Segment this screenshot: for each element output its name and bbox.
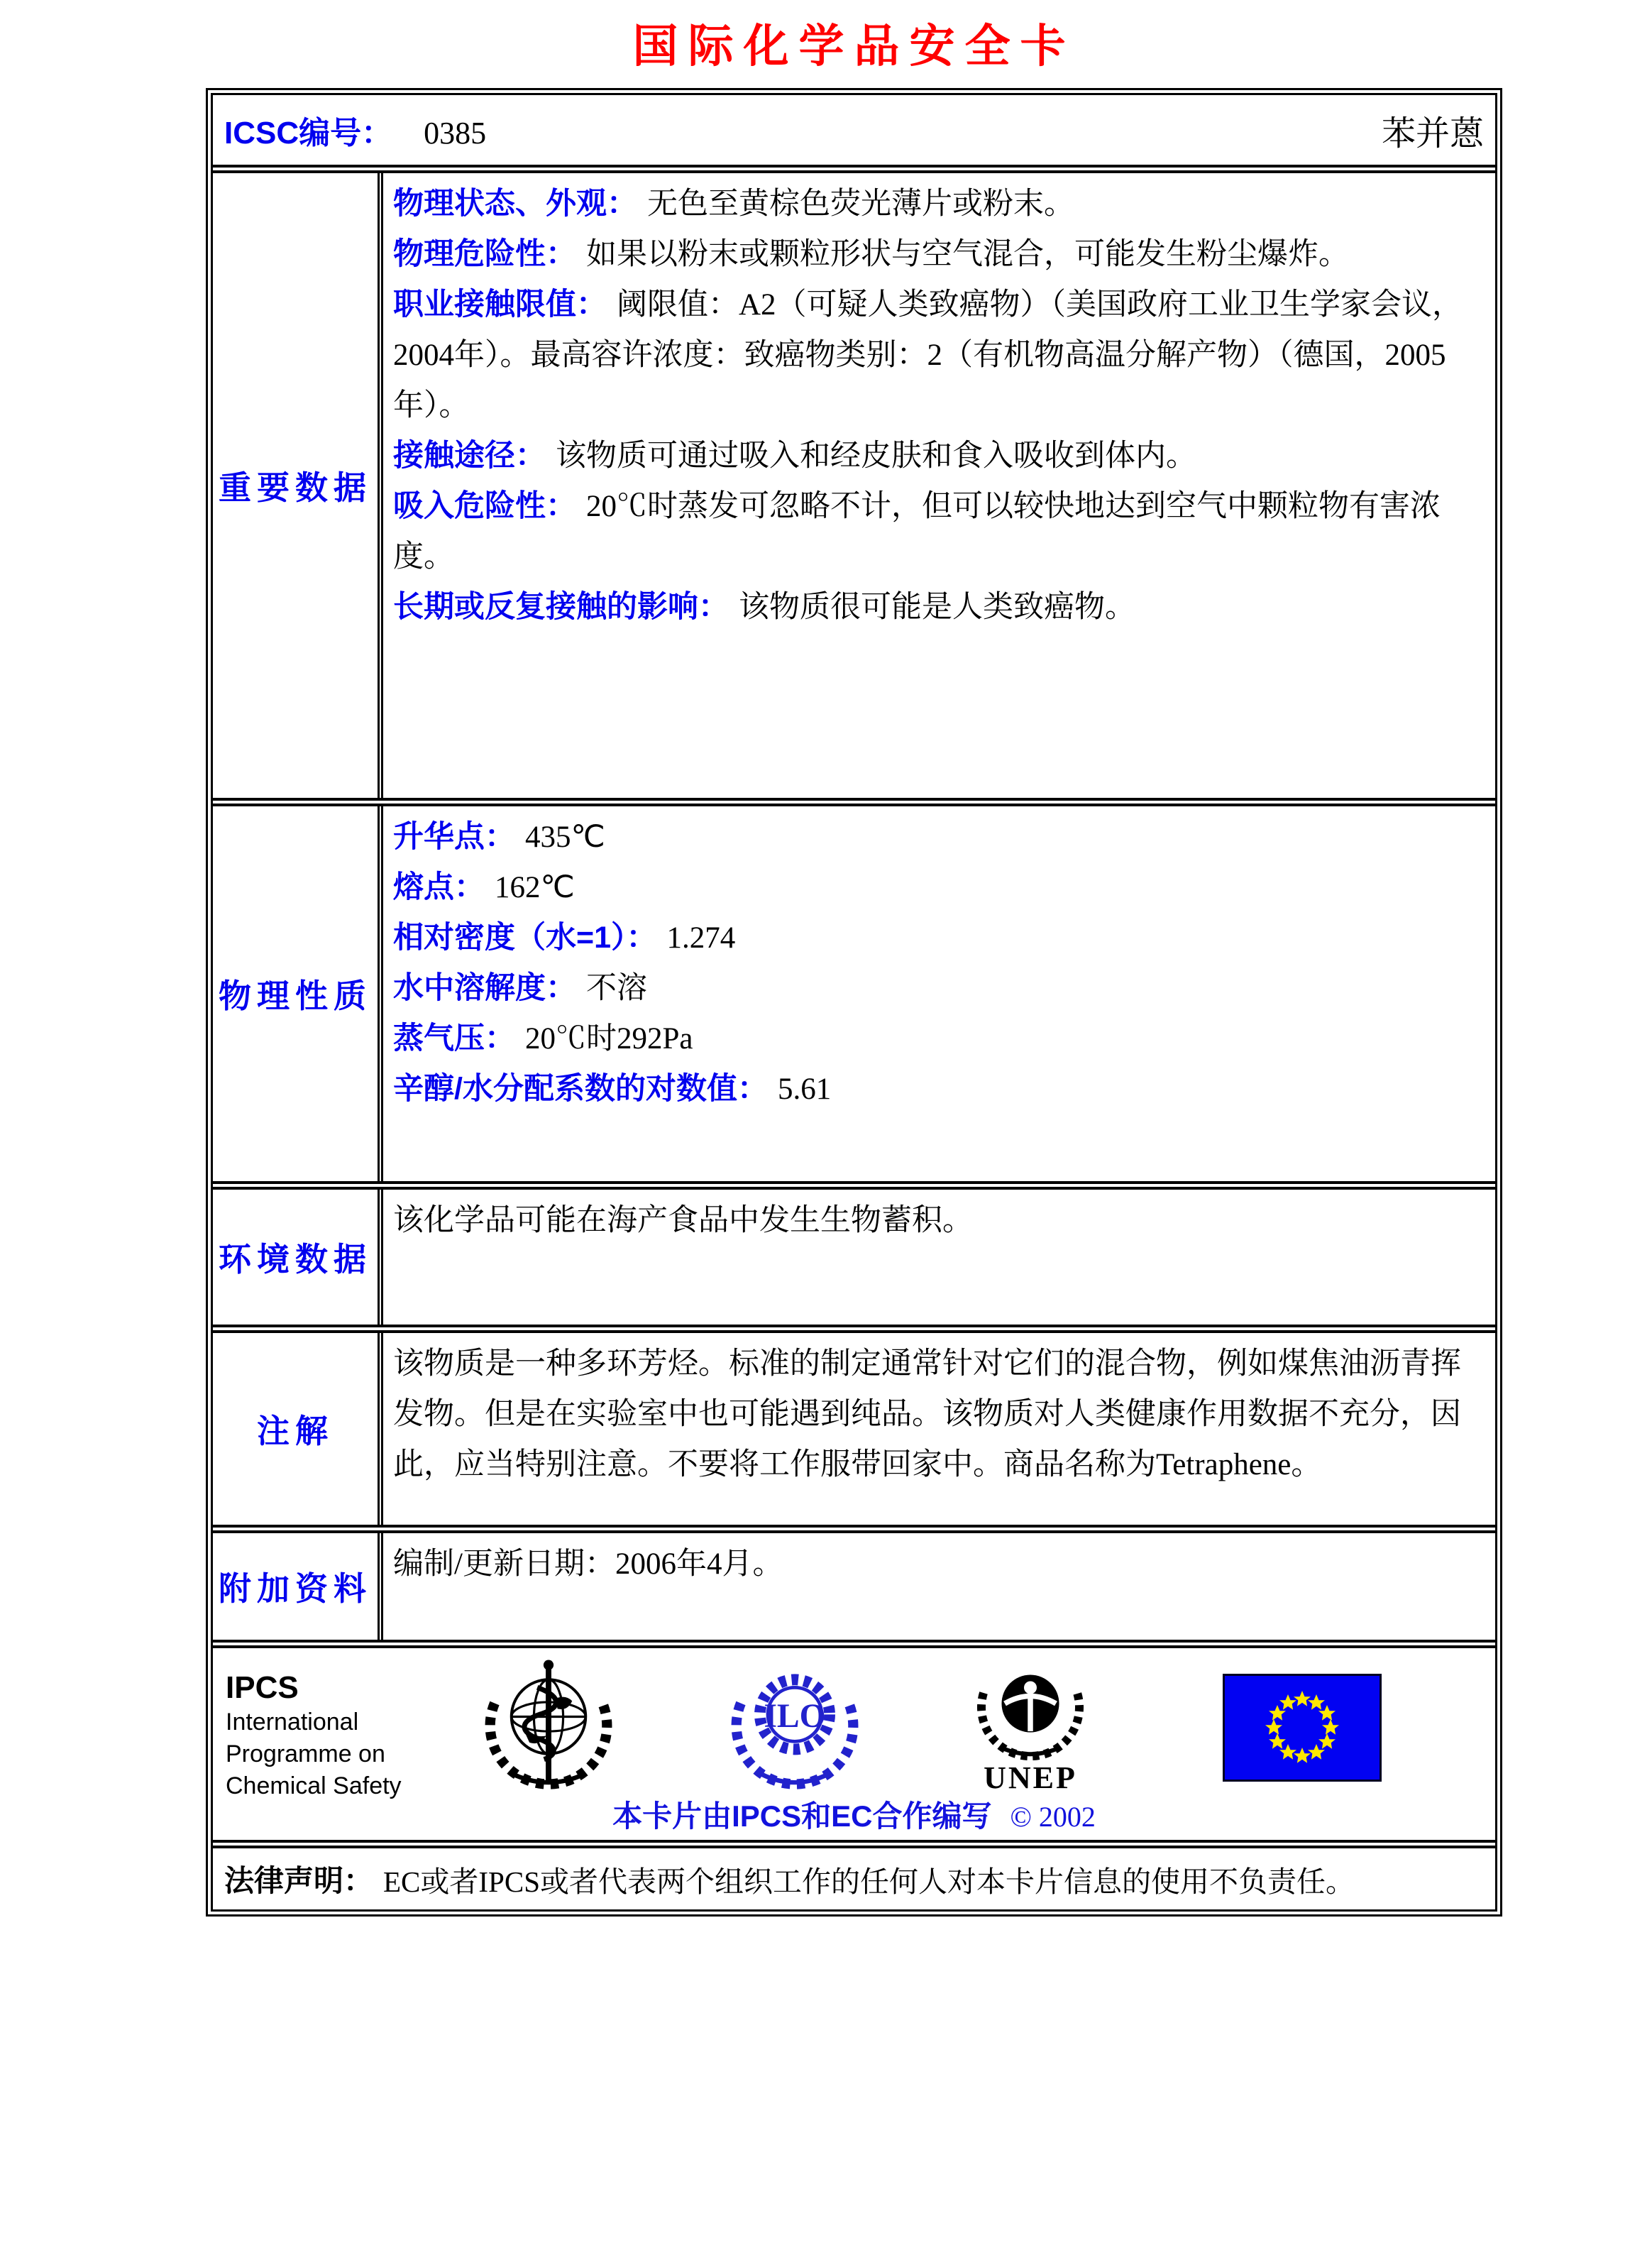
who-logo-icon (481, 1654, 616, 1793)
data-item: 吸入危险性： 20℃时蒸发可忽略不计，但可以较快地达到空气中颗粒物有害浓度。 (393, 489, 1441, 574)
data-item: 该化学品可能在海产食品中发生生物蓄积。 (393, 1204, 973, 1237)
data-item: 升华点： 435℃ (393, 820, 605, 854)
card-header-row (213, 95, 1495, 165)
ipcs-text-block (226, 1669, 446, 1802)
legal-notice-row (213, 1840, 1495, 1909)
icsc-number-group (224, 107, 486, 153)
legal-notice-label: 法律声明： (224, 1864, 374, 1897)
legal-notice-text: EC或者IPCS或者代表两个组织工作的任何人对本卡片信息的使用不负责任。 (383, 1865, 1355, 1898)
credit-text: 本卡片由IPCS和EC合作编写 (612, 1799, 992, 1833)
data-item: 物理危险性： 如果以粉末或颗粒形状与空气混合，可能发生粉尘爆炸。 (393, 237, 1349, 271)
data-item: 相对密度（水=1）： 1.274 (393, 921, 736, 955)
copyright-text: © 2002 (1010, 1801, 1096, 1833)
section-content (383, 173, 1495, 798)
icsc-card-table (206, 88, 1502, 1917)
page-title: 国际化学品安全卡 (632, 21, 1076, 72)
section-important-data (213, 165, 1495, 798)
section-label: 附加资料 (213, 1533, 383, 1640)
section-notes (213, 1325, 1495, 1525)
section-label: 重要数据 (213, 173, 383, 798)
eu-flag-icon (1223, 1674, 1382, 1782)
data-item: 长期或反复接触的影响： 该物质很可能是人类致癌物。 (393, 590, 1135, 624)
ilo-logo-icon (727, 1654, 862, 1793)
section-environmental-data (213, 1181, 1495, 1325)
unep-letters: UNEP (984, 1760, 1077, 1795)
data-item: 熔点： 162℃ (393, 870, 575, 904)
data-item: 编制/更新日期：2006年4月。 (393, 1547, 783, 1581)
section-label: 环境数据 (213, 1190, 383, 1325)
data-item: 接触途径： 该物质可通过吸入和经皮肤和食入吸收到体内。 (393, 439, 1196, 473)
data-item: 蒸气压： 20℃时292Pa (393, 1021, 693, 1056)
section-physical-properties (213, 798, 1495, 1181)
section-content (383, 1333, 1495, 1525)
unep-logo (967, 1657, 1094, 1796)
data-item: 职业接触限值： 阈限值：A2（可疑人类致癌物）（美国政府工业卫生学家会议，2004年）。最高容许浓度：致癌物类别：2（有机物高温分解产物）（德国，2005年）。 (393, 287, 1463, 422)
data-item: 水中溶解度： 不溶 (393, 971, 647, 1005)
ipcs-acronym: IPCS (226, 1670, 299, 1705)
logos-row (213, 1640, 1495, 1840)
data-item: 该物质是一种多环芳烃。标准的制定通常针对它们的混合物，例如煤焦油沥青挥发物。但是在实验室中也可能遇到纯品。该物质对人类健康作用数据不充分，因此，应当特别注意。不要将工作服带回家中。商品名称为Tetraphene。 (393, 1347, 1461, 1481)
chemical-name: 苯并蒽 (1381, 114, 1484, 153)
data-item: 物理状态、外观： 无色至黄棕色荧光薄片或粉末。 (393, 187, 1074, 221)
section-additional-information (213, 1525, 1495, 1640)
section-content (383, 1190, 1495, 1325)
ilo-letters: ILO (764, 1697, 826, 1735)
section-label: 注解 (213, 1333, 383, 1525)
section-content (383, 1533, 1495, 1640)
unep-logo-icon (967, 1657, 1094, 1763)
ipcs-full-name: International Programme on Chemical Safety (226, 1709, 402, 1799)
data-item: 辛醇/水分配系数的对数值： 5.61 (393, 1072, 832, 1106)
credit-line (213, 1793, 1495, 1836)
icsc-number: 0385 (424, 116, 487, 150)
icsc-number-label: ICSC编号： (224, 116, 393, 150)
section-label: 物理性质 (213, 806, 383, 1181)
section-content (383, 806, 1495, 1181)
